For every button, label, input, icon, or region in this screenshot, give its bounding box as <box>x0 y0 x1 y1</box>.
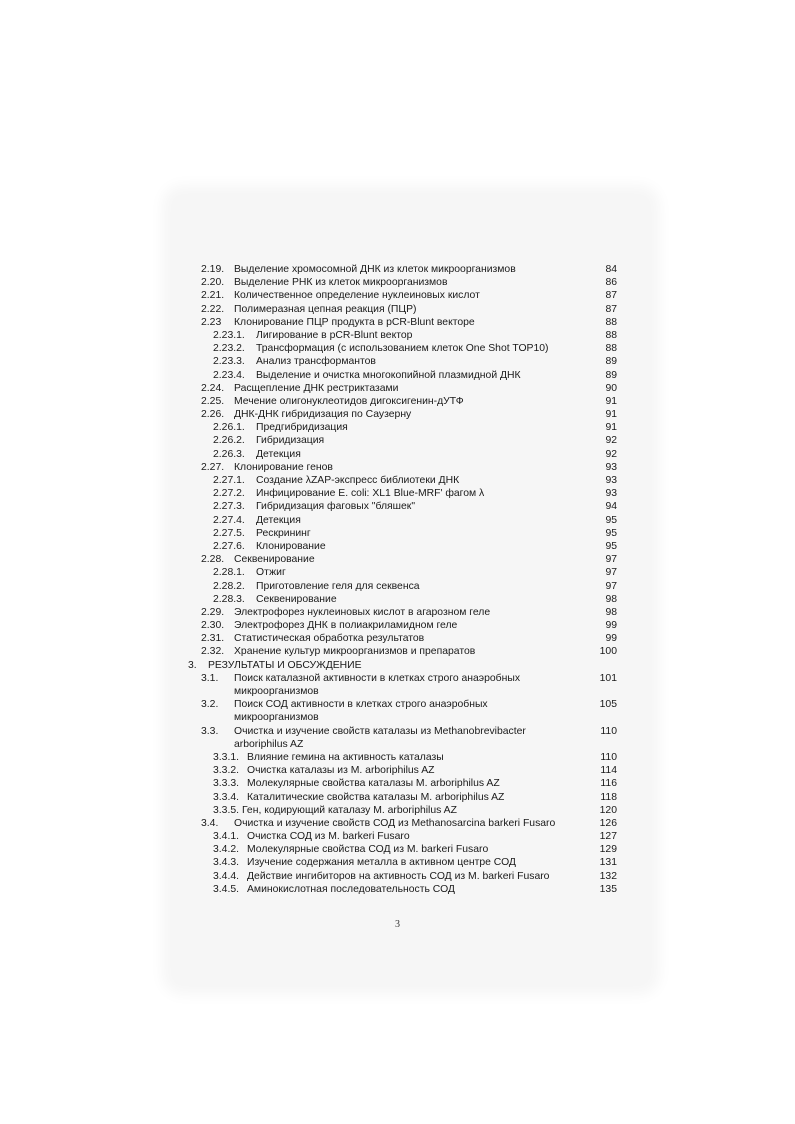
toc-entry <box>0 355 795 368</box>
toc-entry <box>0 698 795 724</box>
toc-entry-title: Секвенирование <box>234 554 315 566</box>
toc-entry-number: 2.27.3. <box>213 501 245 513</box>
toc-entry-number: 2.23.1. <box>213 329 245 341</box>
toc-entry-page: 99 <box>605 633 617 645</box>
toc-entry-title: Отжиг <box>256 567 286 579</box>
toc-entry-page: 120 <box>599 804 617 816</box>
toc-entry-title: Электрофорез ДНК в полиакриламидном геле <box>234 620 458 632</box>
toc-entry-page: 132 <box>599 870 617 882</box>
toc-entry-page: 105 <box>599 699 617 711</box>
toc-entry-title: Очистка и изучение свойств каталазы из Methanobrevibacter arboriphilus AZ <box>234 725 526 750</box>
toc-entry-number: 2.27.2. <box>213 488 245 500</box>
toc-entry-number: 3.3. <box>201 725 219 737</box>
toc-entry <box>0 382 795 395</box>
toc-entry-title: Выделение хромосомной ДНК из клеток микроорганизмов <box>234 264 516 275</box>
toc-entry-page: 90 <box>605 382 617 394</box>
toc-entry <box>0 500 795 513</box>
toc-entry-title: Рескрининг <box>256 527 311 539</box>
toc-entry-title: Создание λZAP-экспресс библиотеки ДНК <box>256 475 460 486</box>
toc-entry-title: Клонирование <box>256 540 326 552</box>
toc-entry-title: РЕЗУЛЬТАТЫ И ОБСУЖДЕНИЕ <box>208 659 362 671</box>
toc-entry-number: 2.27. <box>201 461 225 473</box>
toc-entry <box>0 619 795 632</box>
toc-entry-title: Действие ингибиторов на активность СОД из M. barkeri Fusaro <box>247 870 550 882</box>
toc-entry-title: Молекулярные свойства каталазы M. arboriphilus AZ <box>247 778 500 790</box>
toc-entry-title: Выделение и очистка многокопийной плазмидной ДНК <box>256 369 521 381</box>
toc-entry-title: Очистка каталазы из M. arboriphilus AZ <box>247 765 435 777</box>
toc-entry-title: Анализ трансформантов <box>256 356 376 368</box>
toc-entry-number: 3.3.2. <box>213 765 239 777</box>
toc-entry <box>0 804 795 817</box>
toc-entry-title: Секвенирование <box>256 593 337 605</box>
toc-entry-page: 99 <box>605 620 617 632</box>
toc-entry-title: Электрофорез нуклеиновых кислот в агарозном геле <box>234 606 491 618</box>
toc-entry-title: Клонирование генов <box>234 461 333 473</box>
toc-entry-page: 126 <box>599 817 617 829</box>
toc-entry <box>0 448 795 461</box>
table-of-contents <box>0 263 795 896</box>
toc-entry-page: 116 <box>600 778 617 790</box>
toc-entry-number: 2.27.6. <box>213 540 245 552</box>
toc-entry <box>0 329 795 342</box>
toc-entry <box>0 276 795 289</box>
toc-entry-number: 2.21. <box>201 290 225 302</box>
toc-entry-title: Детекция <box>256 514 301 526</box>
toc-entry-page: 86 <box>605 277 617 289</box>
toc-entry-page: 98 <box>605 593 617 605</box>
toc-entry <box>0 316 795 329</box>
toc-entry-title: Очистка СОД из M. barkeri Fusaro <box>247 831 410 843</box>
toc-entry-title: Выделение РНК из клеток микроорганизмов <box>234 277 448 289</box>
toc-entry-page: 98 <box>605 606 617 618</box>
toc-entry-page: 114 <box>600 765 617 777</box>
toc-entry-title: Клонирование ПЦР продукта в pCR-Blunt векторе <box>234 316 475 328</box>
toc-entry-number: 2.29. <box>201 606 225 618</box>
toc-entry-number: 3. <box>188 659 197 671</box>
toc-entry-page: 118 <box>600 791 617 803</box>
toc-entry-number: 2.19. <box>201 264 225 275</box>
toc-entry-page: 88 <box>605 329 617 341</box>
toc-entry-page: 92 <box>605 435 617 447</box>
toc-entry-number: 2.27.1. <box>213 475 245 486</box>
toc-entry-page: 89 <box>605 369 617 381</box>
toc-entry-number: 3.4.2. <box>213 844 239 856</box>
toc-entry-number: 2.27.5. <box>213 527 245 539</box>
toc-entry <box>0 883 795 896</box>
toc-entry-page: 97 <box>605 567 617 579</box>
toc-entry-title: Хранение культур микроорганизмов и препаратов <box>234 646 476 658</box>
toc-entry-number: 2.28. <box>201 554 225 566</box>
toc-entry-number: 2.32. <box>201 646 225 658</box>
toc-entry-number: 2.26. <box>201 409 225 421</box>
toc-entry-page: 100 <box>599 646 617 658</box>
toc-entry <box>0 540 795 553</box>
toc-entry <box>0 461 795 474</box>
toc-entry-page: 95 <box>605 527 617 539</box>
toc-entry <box>0 289 795 302</box>
toc-entry-number: 2.28.3. <box>213 593 245 605</box>
toc-entry-title: Поиск каталазной активности в клетках строго анаэробных микроорганизмов <box>234 672 521 698</box>
toc-entry <box>0 566 795 579</box>
toc-entry <box>0 421 795 434</box>
toc-entry-page: 101 <box>599 672 617 684</box>
toc-entry-page: 131 <box>599 857 617 869</box>
toc-entry-number: 3.3.5. <box>213 804 239 816</box>
toc-entry <box>0 553 795 566</box>
toc-entry-page: 84 <box>605 264 617 275</box>
toc-entry-number: 3.4.3. <box>213 857 239 869</box>
toc-entry-number: 2.23 <box>201 316 222 328</box>
toc-entry-number: 2.24. <box>201 382 225 394</box>
toc-entry-title: Полимеразная цепная реакция (ПЦР) <box>234 303 417 315</box>
toc-entry-number: 3.4.4. <box>213 870 239 882</box>
toc-entry-number: 2.20. <box>201 277 225 289</box>
page-number: 3 <box>395 919 400 930</box>
toc-entry-page: 93 <box>605 488 617 500</box>
toc-entry-page: 94 <box>605 501 617 513</box>
toc-entry <box>0 870 795 883</box>
toc-entry-number: 3.3.3. <box>213 778 239 790</box>
toc-entry-page: 97 <box>605 580 617 592</box>
toc-entry-title: Поиск СОД активности в клетках строго анаэробных микроорганизмов <box>234 699 488 724</box>
toc-entry-number: 2.27.4. <box>213 514 245 526</box>
toc-entry <box>0 632 795 645</box>
toc-entry <box>0 408 795 421</box>
toc-entry <box>0 434 795 447</box>
toc-entry-title: Изучение содержания металла в активном центре СОД <box>247 857 516 869</box>
toc-entry <box>0 395 795 408</box>
toc-entry <box>0 843 795 856</box>
toc-entry-title: Очистка и изучение свойств СОД из Methanosarcina barkeri Fusaro <box>234 817 556 829</box>
toc-entry <box>0 817 795 830</box>
toc-entry-number: 2.23.2. <box>213 343 245 355</box>
toc-entry-number: 2.23.4. <box>213 369 245 381</box>
toc-entry-title: Ген, кодирующий каталазу M. arboriphilus AZ <box>242 804 457 816</box>
toc-entry-title: Инфицирование E. coli: XL1 Blue-MRF' фагом λ <box>256 488 485 500</box>
toc-entry-title: Гибридизация фаговых "бляшек" <box>256 501 416 513</box>
toc-entry-number: 3.4.5. <box>213 883 239 895</box>
toc-entry-number: 2.22. <box>201 303 225 315</box>
toc-entry-page: 91 <box>605 409 617 421</box>
toc-entry-title: Расщепление ДНК рестриктазами <box>234 382 399 394</box>
toc-entry-page: 91 <box>605 422 617 434</box>
toc-entry <box>0 725 795 751</box>
toc-entry-title: Статистическая обработка результатов <box>234 633 425 645</box>
toc-entry <box>0 672 795 698</box>
toc-entry-page: 110 <box>600 725 617 737</box>
toc-entry-number: 2.26.3. <box>213 448 245 460</box>
toc-entry-title: Влияние гемина на активность каталазы <box>247 751 444 763</box>
toc-entry <box>0 751 795 764</box>
toc-entry-title: Детекция <box>256 448 301 460</box>
toc-entry <box>0 369 795 382</box>
toc-entry <box>0 791 795 804</box>
toc-entry-title: Количественное определение нуклеиновых кислот <box>234 290 480 302</box>
toc-entry-number: 2.25. <box>201 395 225 407</box>
toc-entry-title: Аминокислотная последовательность СОД <box>247 883 455 895</box>
toc-entry-number: 3.3.1. <box>213 751 239 763</box>
toc-entry-number: 3.2. <box>201 699 219 711</box>
toc-entry-number: 3.1. <box>201 672 219 684</box>
toc-entry-title: Мечение олигонуклеотидов дигоксигенин-дУТФ <box>234 395 464 407</box>
toc-entry-page: 129 <box>599 844 617 856</box>
toc-entry-number: 2.28.1. <box>213 567 245 579</box>
toc-entry-page: 87 <box>605 303 617 315</box>
toc-entry-page: 88 <box>605 316 617 328</box>
toc-entry-number: 3.4. <box>201 817 219 829</box>
toc-entry <box>0 659 795 672</box>
toc-entry <box>0 527 795 540</box>
toc-entry-title: Предгибридизация <box>256 422 348 434</box>
toc-entry-number: 2.26.2. <box>213 435 245 447</box>
toc-entry-page: 93 <box>605 475 617 486</box>
toc-entry <box>0 777 795 790</box>
toc-entry-page: 88 <box>605 343 617 355</box>
toc-entry-number: 2.26.1. <box>213 422 245 434</box>
toc-entry-page: 95 <box>605 514 617 526</box>
toc-entry-page: 97 <box>605 554 617 566</box>
toc-entry-title: Трансформация (с использованием клеток One Shot TOP10) <box>256 343 549 355</box>
toc-entry <box>0 856 795 869</box>
toc-entry-title: Гибридизация <box>256 435 325 447</box>
toc-entry-page: 95 <box>605 540 617 552</box>
toc-entry <box>0 263 795 276</box>
toc-entry <box>0 487 795 500</box>
toc-entry-page: 110 <box>600 751 617 763</box>
toc-entry-number: 2.28.2. <box>213 580 245 592</box>
toc-entry <box>0 764 795 777</box>
toc-entry <box>0 580 795 593</box>
toc-entry-page: 91 <box>605 395 617 407</box>
toc-entry <box>0 474 795 487</box>
toc-entry <box>0 593 795 606</box>
toc-entry <box>0 342 795 355</box>
toc-entry <box>0 606 795 619</box>
toc-entry-number: 2.31. <box>201 633 225 645</box>
toc-entry-number: 3.3.4. <box>213 791 239 803</box>
toc-entry-title: Приготовление геля для секвенса <box>256 580 420 592</box>
toc-entry-page: 127 <box>599 831 617 843</box>
toc-entry-page: 87 <box>605 290 617 302</box>
toc-entry-number: 2.23.3. <box>213 356 245 368</box>
toc-entry <box>0 303 795 316</box>
toc-entry-title: Каталитические свойства каталазы M. arboriphilus AZ <box>247 791 505 803</box>
toc-entry-number: 2.30. <box>201 620 225 632</box>
toc-entry-page: 93 <box>605 461 617 473</box>
toc-entry-page: 89 <box>605 356 617 368</box>
toc-entry-title: Лигирование в pCR-Blunt вектор <box>256 329 413 341</box>
toc-entry-title: Молекулярные свойства СОД из M. barkeri Fusaro <box>247 844 489 856</box>
toc-entry-title: ДНК-ДНК гибридизация по Саузерну <box>234 409 412 421</box>
toc-entry-page: 92 <box>605 448 617 460</box>
toc-entry <box>0 514 795 527</box>
toc-entry <box>0 645 795 658</box>
toc-entry <box>0 830 795 843</box>
toc-entry-page: 135 <box>599 883 617 895</box>
toc-entry-number: 3.4.1. <box>213 831 239 843</box>
